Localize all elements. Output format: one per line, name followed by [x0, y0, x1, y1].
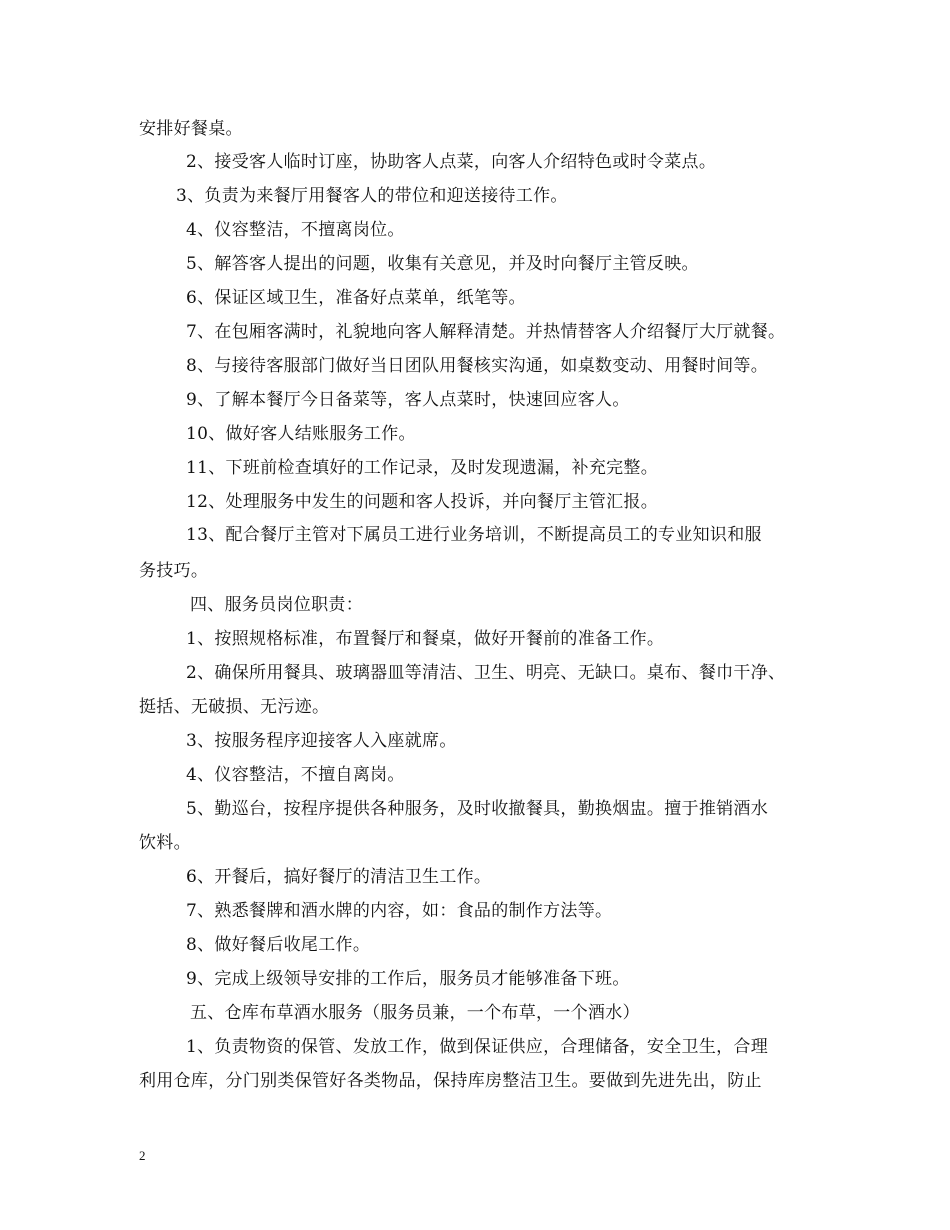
text-line: 4、仪容整洁，不擅自离岗。: [186, 765, 405, 785]
text-line: 3、按服务程序迎接客人入座就席。: [186, 731, 457, 751]
text-line: 利用仓库，分门别类保管好各类物品，保持库房整洁卫生。要做到先进先出，防止: [139, 1071, 762, 1091]
text-line: 3、负责为来餐厅用餐客人的带位和迎送接待工作。: [176, 186, 568, 206]
text-line: 6、保证区域卫生，准备好点菜单，纸笔等。: [186, 288, 526, 308]
text-line: 7、在包厢客满时，礼貌地向客人解释清楚。并热情替客人介绍餐厅大厅就餐。: [186, 322, 786, 342]
text-line: 10、做好客人结账服务工作。: [186, 424, 416, 444]
text-line: 饮料。: [139, 833, 191, 853]
text-line: 4、仪容整洁，不擅离岗位。: [186, 220, 405, 240]
text-line: 挺括、无破损、无污迹。: [139, 697, 330, 717]
text-line: 2、确保所用餐具、玻璃器皿等清洁、卫生、明亮、无缺口。桌布、餐巾干净、: [186, 663, 786, 683]
text-line: 9、了解本餐厅今日备菜等，客人点菜时，快速回应客人。: [186, 390, 630, 410]
text-line: 务技巧。: [139, 561, 209, 581]
text-line: 6、开餐后，搞好餐厅的清洁卫生工作。: [186, 867, 492, 887]
text-line: 12、处理服务中发生的问题和客人投诉，并向餐厅主管汇报。: [186, 492, 659, 512]
text-line: 5、勤巡台，按程序提供各种服务，及时收撤餐具，勤换烟盅。擅于推销酒水: [186, 799, 769, 819]
section-heading: 四、服务员岗位职责：: [190, 595, 363, 615]
text-line: 2、接受客人临时订座，协助客人点菜，向客人介绍特色或时令菜点。: [186, 152, 717, 172]
section-heading: 五、仓库布草酒水服务（服务员兼，一个布草，一个酒水）: [190, 1003, 640, 1023]
text-line: 13、配合餐厅主管对下属员工进行业务培训，不断提高员工的专业知识和服: [186, 525, 762, 545]
text-line: 7、熟悉餐牌和酒水牌的内容，如：食品的制作方法等。: [186, 901, 613, 921]
page-number: 2: [139, 1148, 146, 1163]
text-line: 1、负责物资的保管、发放工作，做到保证供应，合理储备，安全卫生，合理: [186, 1037, 769, 1057]
text-line: 安排好餐桌。: [139, 119, 243, 139]
text-line: 1、按照规格标准，布置餐厅和餐桌，做好开餐前的准备工作。: [186, 629, 665, 649]
text-line: 5、解答客人提出的问题，收集有关意见，并及时向餐厅主管反映。: [186, 254, 699, 274]
text-line: 9、完成上级领导安排的工作后，服务员才能够准备下班。: [186, 969, 630, 989]
text-line: 8、做好餐后收尾工作。: [186, 935, 371, 955]
text-line: 8、与接待客服部门做好当日团队用餐核实沟通，如桌数变动、用餐时间等。: [186, 356, 769, 376]
text-line: 11、下班前检查填好的工作记录，及时发现遗漏，补充完整。: [186, 458, 659, 478]
